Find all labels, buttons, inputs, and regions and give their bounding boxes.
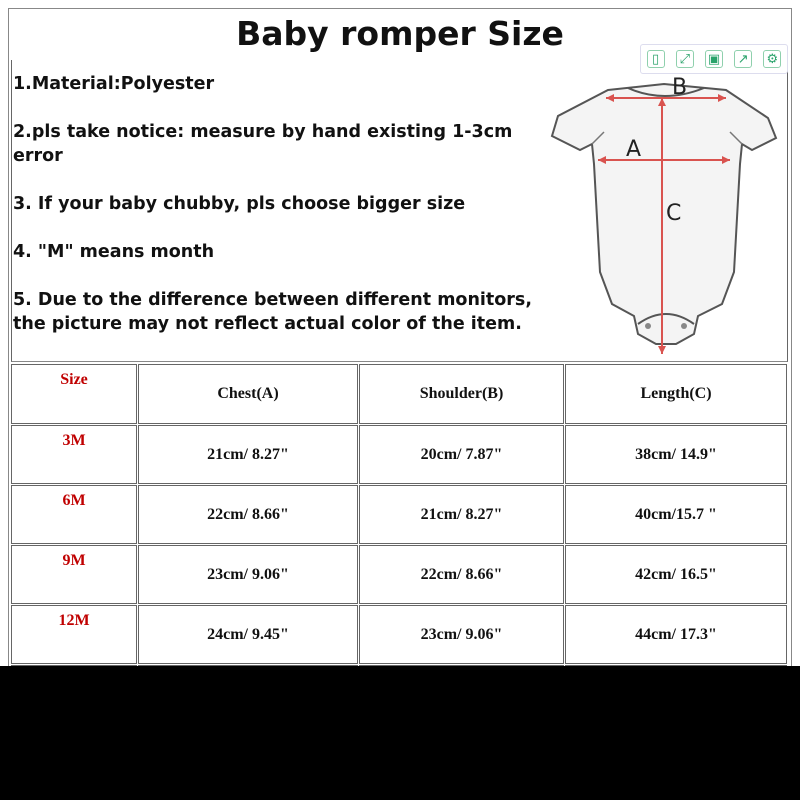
header-shoulder: Shoulder(B)	[359, 364, 564, 424]
row-cutoff	[565, 665, 787, 666]
row-cutoff	[359, 665, 564, 666]
label-c: C	[666, 201, 682, 226]
row-size: 9M	[11, 545, 137, 604]
row-length: 42cm/ 16.5"	[565, 545, 787, 604]
page-title: Baby romper Size	[236, 14, 564, 53]
row-size: 12M	[11, 605, 137, 664]
note-measure: 2.pls take notice: measure by hand existing 1-3cm error	[13, 122, 513, 166]
row-shoulder: 20cm/ 7.87"	[359, 425, 564, 484]
note-material: 1.Material:Polyester	[13, 74, 215, 94]
note-chubby: 3. If your baby chubby, pls choose bigger size	[13, 194, 466, 214]
row-size: 3M	[11, 425, 137, 484]
romper-outline	[552, 84, 776, 344]
label-a: A	[626, 137, 642, 162]
row-length: 38cm/ 14.9"	[565, 425, 787, 484]
note-monitor: 5. Due to the difference between different monitors, the picture may not reflect actual color of the item.	[13, 290, 532, 334]
settings-icon[interactable]: ⚙	[763, 50, 781, 68]
row-shoulder: 21cm/ 8.27"	[359, 485, 564, 544]
phone-icon[interactable]: ▯	[647, 50, 665, 68]
row-shoulder: 23cm/ 9.06"	[359, 605, 564, 664]
row-cutoff	[138, 665, 358, 666]
header-chest: Chest(A)	[138, 364, 358, 424]
row-chest: 21cm/ 8.27"	[138, 425, 358, 484]
row-length: 40cm/15.7 "	[565, 485, 787, 544]
image-toolbar	[640, 44, 788, 74]
row-size: 6M	[11, 485, 137, 544]
header-length: Length(C)	[565, 364, 787, 424]
row-shoulder: 22cm/ 8.66"	[359, 545, 564, 604]
header-size: Size	[11, 364, 137, 424]
row-chest: 23cm/ 9.06"	[138, 545, 358, 604]
save-icon[interactable]: ▣	[705, 50, 723, 68]
romper-diagram	[546, 72, 786, 362]
row-cutoff	[11, 665, 137, 666]
notes-list	[13, 72, 543, 360]
row-chest: 24cm/ 9.45"	[138, 605, 358, 664]
label-b: B	[672, 75, 688, 100]
share-icon[interactable]: ↗	[734, 50, 752, 68]
row-chest: 22cm/ 8.66"	[138, 485, 358, 544]
note-month: 4. "M" means month	[13, 242, 215, 262]
expand-icon[interactable]: ⤢	[676, 50, 694, 68]
row-length: 44cm/ 17.3"	[565, 605, 787, 664]
